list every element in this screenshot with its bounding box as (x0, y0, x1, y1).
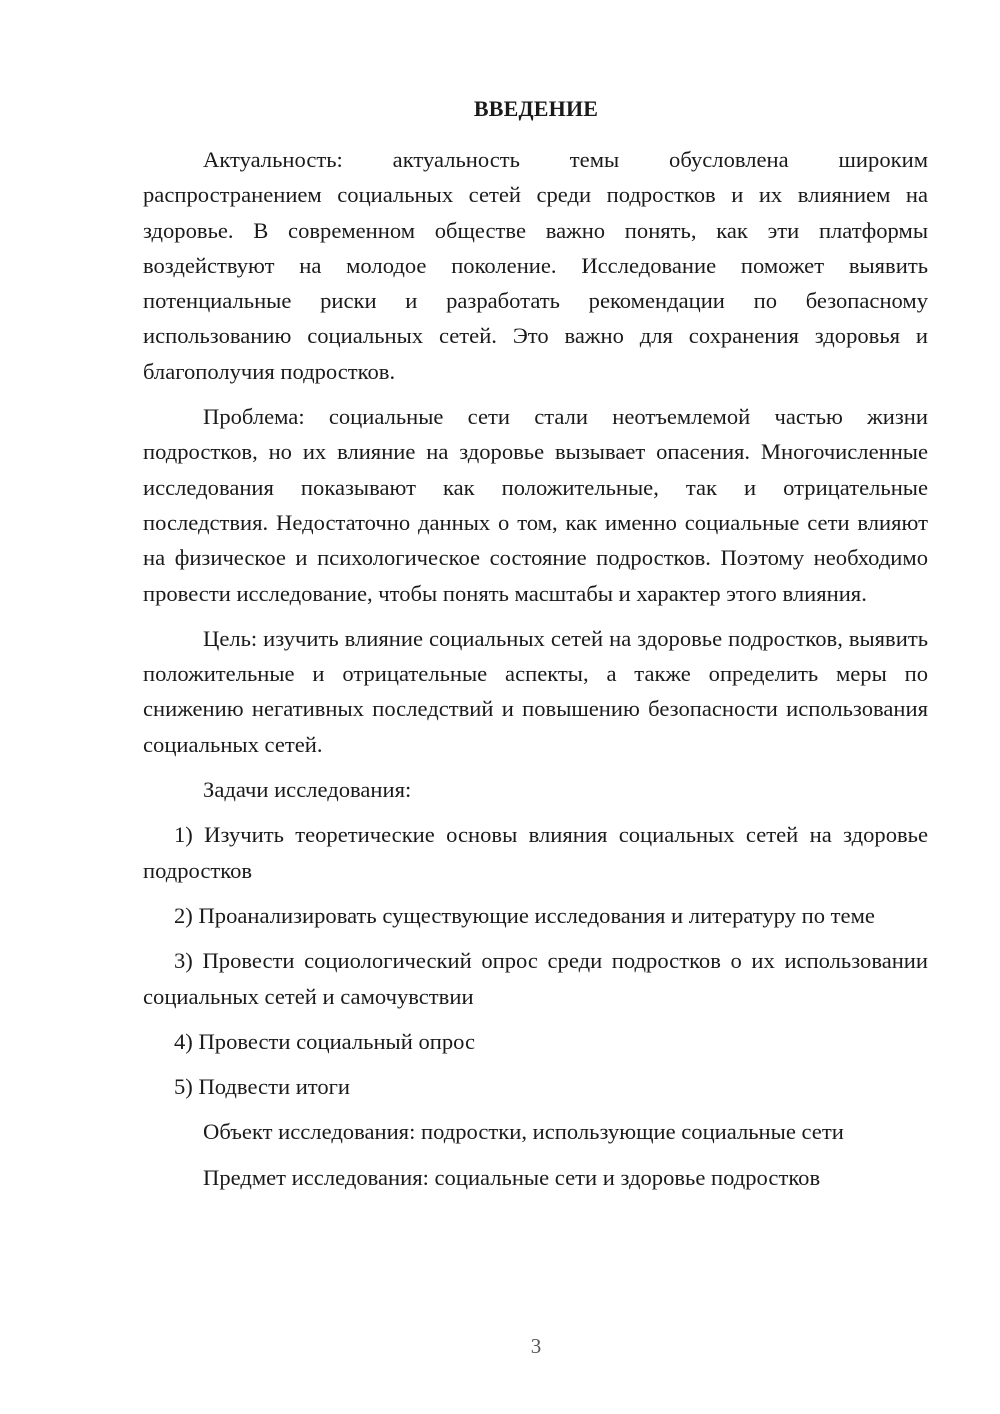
task-item-3: 3) Провести социологический опрос среди подростков о их использовании социальных сетей и самочувствии (143, 948, 928, 1009)
research-object: Объект исследования: подростки, использующие социальные сети (203, 1119, 844, 1145)
problem-paragraph: Проблема: социальные сети стали неотъемлемой частью жизни подростков, но их влияние на здоровье вызывает опасения. Многочисленные исследования показывают как положительные, так и отрицательные последствия. Недостаточно данных о том, как именно социальные сети влияют на физическое и психологическое состояние подростков. Поэтому необходимо провести исследование, чтобы понять масштабы и характер этого влияния. (143, 404, 928, 606)
relevance-paragraph: Актуальность: актуальность темы обусловлена широким распространением социальных сетей среди подростков и их влиянием на здоровье. В современном обществе важно понять, как эти платформы воздействуют на молодое поколение. Исследование поможет выявить потенциальные риски и разработать рекомендации по безопасному использованию социальных сетей. Это важно для сохранения здоровья и благополучия подростков. (143, 147, 928, 384)
research-subject: Предмет исследования: социальные сети и здоровье подростков (203, 1164, 821, 1190)
tasks-heading: Задачи исследования: (203, 777, 412, 803)
page-title: ВВЕДЕНИЕ (473, 96, 599, 121)
task-item-1: 1) Изучить теоретические основы влияния социальных сетей на здоровье подростков (143, 822, 928, 883)
task-item-4: 4) Провести социальный опрос (174, 1028, 476, 1054)
task-item-2: 2) Проанализировать существующие исследования и литературу по теме (174, 902, 875, 928)
task-item-5: 5) Подвести итоги (174, 1074, 351, 1100)
goal-paragraph: Цель: изучить влияние социальных сетей на здоровье подростков, выявить положительные и отрицательные аспекты, а также определить меры по снижению негативных последствий и повышению безопасности использования социальных сетей. (143, 625, 928, 757)
page-number: 3 (530, 1334, 542, 1358)
document-body (143, 142, 928, 1195)
